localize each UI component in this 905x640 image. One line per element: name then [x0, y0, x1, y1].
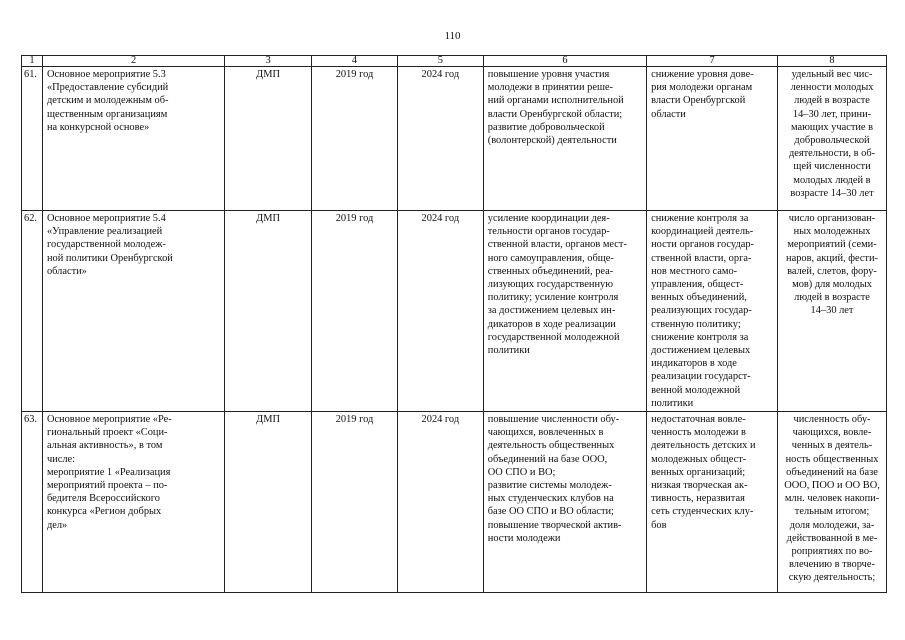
cell-line: ного самоуправления, обще-: [487, 252, 614, 264]
cell-line: венной молодежной: [651, 384, 741, 396]
cell-line: повышение творческой актив-: [487, 519, 622, 531]
cell-line: государственной молодеж-: [46, 239, 166, 251]
header-cell: 7: [647, 56, 778, 67]
cell-line: деятельность детских и: [651, 440, 756, 452]
cell-line: индикаторов в ходе: [651, 358, 737, 370]
cell-line: развитие добровольческой: [487, 121, 605, 133]
cell-line: повышение уровня участия: [487, 69, 610, 80]
cell-line: доля молодежи, за-: [789, 519, 875, 531]
cell-line: 14–30 лет, прини-: [792, 108, 872, 120]
cell-line: молодых людей в: [793, 174, 871, 186]
page-number: 110: [444, 30, 461, 42]
start-year-cell: 2019 год: [312, 412, 398, 593]
header-cell: 5: [397, 56, 483, 67]
cell-line: объединений на базе ООО,: [487, 453, 608, 465]
cell-line: области: [651, 108, 686, 120]
cell-line: управления, общест-: [651, 279, 744, 291]
table-header-row: [22, 56, 887, 67]
row-number: 61.: [22, 67, 43, 211]
cell-line: «Предоставление субсидий: [46, 82, 169, 94]
executor-cell: ДМП: [225, 211, 312, 412]
cell-line: молодежи в принятии реше-: [487, 82, 614, 94]
cell-line: политики: [651, 397, 694, 409]
cell-line: ности органов государ-: [651, 239, 755, 251]
indicator-cell: [778, 211, 887, 412]
cell-line: ности молодежи: [487, 532, 561, 544]
cell-line: ность общественных: [785, 453, 879, 465]
cell-line: численность обу-: [793, 414, 871, 426]
header-cell: 1: [22, 56, 43, 67]
cell-line: ной политики Оренбургской: [46, 252, 173, 264]
cell-line: возрасте 14–30 лет: [790, 187, 874, 199]
cell-line: ленности молодых: [790, 82, 874, 94]
cell-line: мероприятий (семи-: [787, 239, 877, 251]
table-row: [22, 67, 887, 211]
cell-line: Основное мероприятие 5.3: [46, 69, 166, 80]
cell-line: деятельности, в об-: [788, 148, 876, 160]
cell-line: государственной молодежной: [487, 331, 620, 343]
cell-line: бов: [651, 519, 667, 531]
cell-line: достижением целевых: [651, 345, 751, 357]
cell-line: чающихся, вовле-: [792, 427, 872, 439]
cell-line: на конкурсной основе»: [46, 121, 150, 133]
cell-line: мероприятие 1 «Реализация: [46, 466, 171, 478]
cell-line: мающих участие в: [790, 121, 874, 133]
measure-name: [42, 67, 224, 211]
cell-line: 14–30 лет: [810, 305, 854, 317]
cell-line: ООО, ПОО и ОО ВО,: [784, 480, 880, 492]
cell-line: добровольческой: [794, 135, 870, 147]
cell-line: венных объединений,: [651, 292, 747, 304]
cell-line: тельным итогом;: [794, 506, 870, 518]
cell-line: низкая творческая ак-: [651, 480, 748, 492]
start-year-cell: 2019 год: [312, 67, 398, 211]
cell-line: тивность, неразвитая: [651, 493, 745, 505]
cell-line: щей численности: [793, 161, 871, 173]
table-row: [22, 211, 887, 412]
cell-line: политики: [487, 345, 530, 357]
cell-line: дел»: [46, 519, 68, 531]
cell-line: ственную политику;: [651, 318, 741, 330]
cell-line: области»: [46, 265, 87, 277]
header-cell: 3: [225, 56, 312, 67]
cell-line: ственной власти, орга-: [651, 252, 752, 264]
cell-line: усиление координации дея-: [487, 213, 610, 224]
expected-result: [483, 412, 646, 593]
executor-cell: ДМП: [225, 67, 312, 211]
executor-cell: ДМП: [225, 412, 312, 593]
cell-line: сеть студенческих клу-: [651, 506, 754, 518]
header-cell: 8: [778, 56, 887, 67]
cell-line: объединений на базе: [786, 466, 878, 478]
cell-line: снижение контроля за: [651, 213, 749, 224]
cell-line: удельный вес чис-: [791, 69, 873, 80]
cell-line: нов местного само-: [651, 265, 738, 277]
end-year-cell: 2024 год: [397, 67, 483, 211]
cell-line: деятельность общественных: [487, 440, 615, 452]
measures-table: [21, 55, 887, 593]
cell-line: людей в возрасте: [794, 292, 870, 304]
cell-line: альная активность», в том: [46, 440, 163, 452]
table-row: [22, 412, 887, 593]
row-number: 63.: [22, 412, 43, 593]
expected-result: [483, 67, 646, 211]
consequences-cell: [647, 67, 778, 211]
cell-line: снижение контроля за: [651, 331, 749, 343]
cell-line: тельности органов государ-: [487, 226, 610, 238]
cell-line: числе:: [46, 453, 76, 465]
cell-line: мероприятий проекта – по-: [46, 480, 168, 492]
cell-line: ных студенческих клубов на: [487, 493, 614, 505]
cell-line: дикаторов в ходе реализации: [487, 318, 616, 330]
cell-line: число организован-: [788, 213, 876, 224]
cell-line: лизующих государственную: [487, 279, 613, 291]
indicator-cell: [778, 412, 887, 593]
end-year-cell: 2024 год: [397, 412, 483, 593]
measure-name: [42, 211, 224, 412]
header-cell: 4: [312, 56, 398, 67]
cell-line: щественным организациям: [46, 108, 168, 120]
cell-line: роприятиях по во-: [791, 546, 873, 558]
consequences-cell: [647, 412, 778, 593]
cell-line: (волонтерской) деятельности: [487, 135, 617, 147]
cell-line: конкурса «Регион добрых: [46, 506, 162, 518]
header-cell: 2: [42, 56, 224, 67]
cell-line: базе ОО СПО и ВО области;: [487, 506, 614, 518]
cell-line: рия молодежи органам: [651, 82, 753, 94]
consequences-cell: [647, 211, 778, 412]
end-year-cell: 2024 год: [397, 211, 483, 412]
cell-line: развитие системы молодеж-: [487, 480, 612, 492]
cell-line: влечению в творче-: [789, 559, 875, 571]
cell-line: Основное мероприятие 5.4: [46, 213, 166, 224]
cell-line: ственных объединений, реа-: [487, 265, 614, 277]
cell-line: скую деятельность;: [788, 572, 876, 584]
cell-line: гиональный проект «Соци-: [46, 427, 168, 439]
cell-line: ченность молодежи в: [651, 427, 746, 439]
cell-line: млн. человек накопи-: [784, 493, 880, 505]
cell-line: детским и молодежным об-: [46, 95, 169, 107]
cell-line: политику; усиление контроля: [487, 292, 619, 304]
cell-line: «Управление реализацией: [46, 226, 163, 238]
cell-line: ченных в деятель-: [791, 440, 873, 452]
cell-line: людей в возрасте: [794, 95, 870, 107]
cell-line: венных организаций;: [651, 466, 746, 478]
cell-line: реализации государст-: [651, 371, 751, 383]
cell-line: чающихся, вовлеченных в: [487, 427, 604, 439]
cell-line: координацией деятель-: [651, 226, 754, 238]
start-year-cell: 2019 год: [312, 211, 398, 412]
cell-line: молодежных общест-: [651, 453, 747, 465]
cell-line: ний органами исполнительной: [487, 95, 624, 107]
measure-name: [42, 412, 224, 593]
indicator-cell: [778, 67, 887, 211]
cell-line: ных молодежных: [793, 226, 871, 238]
cell-line: реализующих государ-: [651, 305, 752, 317]
cell-line: власти Оренбургской: [651, 95, 746, 107]
cell-line: валей, слетов, фору-: [787, 265, 877, 277]
cell-line: Основное мероприятие «Ре-: [46, 414, 172, 426]
header-cell: 6: [483, 56, 646, 67]
cell-line: бедителя Всероссийского: [46, 493, 160, 505]
cell-line: мов) для молодых: [792, 279, 872, 291]
cell-line: повышение численности обу-: [487, 414, 620, 426]
cell-line: за достижением целевых ин-: [487, 305, 616, 317]
cell-line: недостаточная вовле-: [651, 414, 746, 426]
cell-line: ОО СПО и ВО;: [487, 466, 556, 478]
cell-line: снижение уровня дове-: [651, 69, 754, 80]
cell-line: действованной в ме-: [786, 532, 878, 544]
row-number: 62.: [22, 211, 43, 412]
cell-line: власти Оренбургской области;: [487, 108, 623, 120]
cell-line: наров, акций, фести-: [786, 252, 878, 264]
cell-line: ственной власти, органов мест-: [487, 239, 627, 251]
expected-result: [483, 211, 646, 412]
